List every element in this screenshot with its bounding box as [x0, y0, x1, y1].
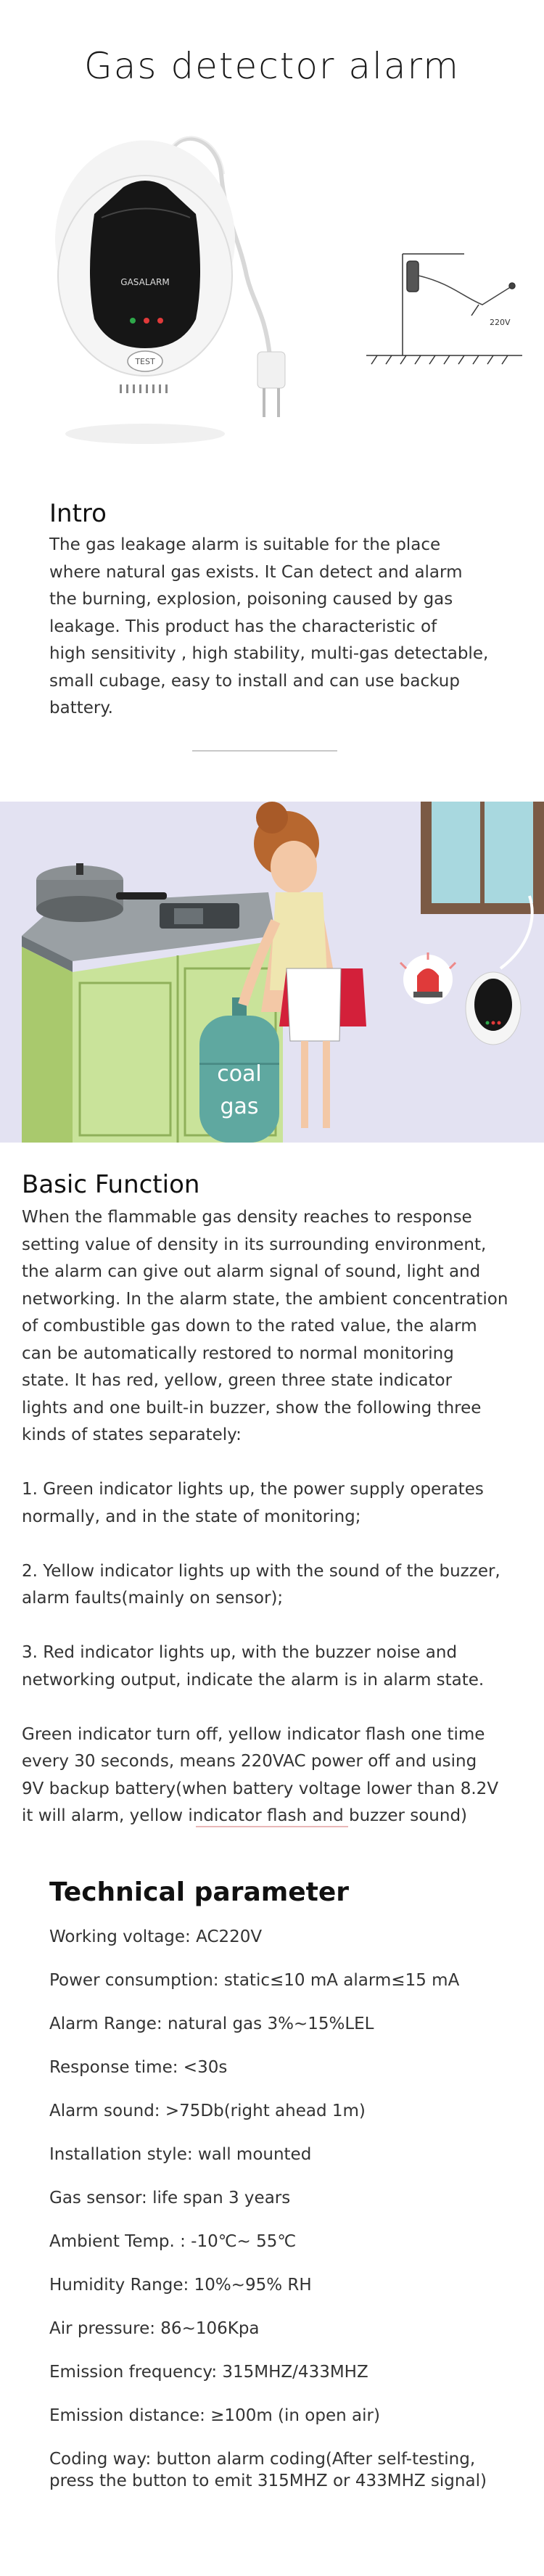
page-title: Gas detector alarm [84, 45, 460, 87]
gas-leak-illustration [0, 802, 544, 1143]
function-line: every 30 seconds, means 220VAC power off and using [22, 1752, 477, 1771]
spec-item: Ambient Temp. : -10℃~ 55℃ [49, 2232, 297, 2251]
spec-item: Working voltage: AC220V [49, 1927, 263, 1946]
function-line: kinds of states separately: [22, 1425, 242, 1444]
function-line: 2. Yellow indicator lights up with the sound of the buzzer, [22, 1561, 500, 1581]
technical-list [49, 1926, 528, 2503]
function-line: of combustible gas down to the rated value, the alarm [22, 1317, 477, 1336]
function-line: Green indicator turn off, yellow indicator flash one time [22, 1724, 485, 1744]
spec-line: press the button to emit 315MHZ or 433MHZ signal) [49, 2472, 487, 2490]
spec-item: Emission distance: ≥100m (in open air) [49, 2406, 380, 2425]
product-hero [0, 131, 544, 450]
function-line: When the flammable gas density reaches to response [22, 1208, 472, 1227]
function-line: lights and one built-in buzzer, show the following three [22, 1398, 482, 1417]
basic-function-heading: Basic Function [22, 1170, 200, 1199]
spec-item: Alarm sound: >75Db(right ahead 1m) [49, 2102, 366, 2120]
test-button-label: TEST [135, 357, 155, 366]
cylinder-label: coal [217, 1061, 262, 1087]
cylinder-label: gas [220, 1094, 259, 1119]
intro-line: The gas leakage alarm is suitable for the place [49, 535, 441, 554]
intro-line: battery. [49, 699, 113, 717]
device-brand: GASALARM [120, 277, 170, 287]
intro-line: high sensitivity , high stability, multi-gas detectable, [49, 644, 489, 663]
function-line: 1. Green indicator lights up, the power supply operates [22, 1480, 484, 1499]
basic-function-text [22, 1204, 529, 1830]
function-line: the alarm can give out alarm signal of sound, light and [22, 1262, 481, 1281]
red-led-icon [157, 318, 163, 324]
intro-text [49, 532, 543, 723]
function-line: can be automatically restored to normal monitoring [22, 1343, 454, 1363]
intro-line: leakage. This product has the characteristic of [49, 617, 437, 636]
spec-item: Power consumption: static≤10 mA alarm≤15 mA [49, 1971, 460, 1990]
function-line: 9V backup battery(when battery voltage lower than 8.2V [22, 1779, 499, 1798]
window-icon [421, 802, 544, 914]
function-line: it will alarm, yellow indicator flash and buzzer sound) [22, 1806, 468, 1825]
function-line: state. It has red, yellow, green three state indicator [22, 1371, 453, 1390]
spec-item: Alarm Range: natural gas 3%~15%LEL [49, 2015, 374, 2033]
intro-divider [192, 750, 337, 752]
red-led-icon [144, 318, 149, 324]
spec-item: Air pressure: 86~106Kpa [49, 2319, 260, 2338]
power-plug-icon [257, 352, 285, 417]
intro-line: the burning, explosion, poisoning caused by gas [49, 590, 453, 609]
spec-item: Response time: <30s [49, 2058, 228, 2077]
function-line: networking. In the alarm state, the ambient concentration [22, 1289, 508, 1309]
function-line: networking output, indicate the alarm is in alarm state. [22, 1670, 485, 1690]
voltage-label: 220V [490, 318, 511, 327]
technical-heading: Technical parameter [49, 1877, 350, 1907]
spec-item: Emission frequency: 315MHZ/433MHZ [49, 2363, 368, 2382]
green-led-icon [130, 318, 136, 324]
intro-heading: Intro [49, 499, 107, 528]
intro-line: small cubage, easy to install and can use backup [49, 671, 460, 691]
spec-item: Gas sensor: life span 3 years [49, 2189, 291, 2207]
spec-line: Coding way: button alarm coding(After self-testing, [49, 2450, 476, 2469]
spec-item: Humidity Range: 10%~95% RH [49, 2276, 312, 2295]
gas-alarm-device-icon [55, 141, 235, 394]
function-line: normally, and in the state of monitoring; [22, 1507, 361, 1526]
installation-diagram [366, 254, 522, 364]
intro-line: where natural gas exists. It Can detect and alarm [49, 562, 463, 582]
function-line: 3. Red indicator lights up, with the buzzer noise and [22, 1643, 458, 1662]
function-line: alarm faults(mainly on sensor); [22, 1589, 284, 1608]
spec-item: Installation style: wall mounted [49, 2145, 312, 2164]
function-divider [196, 1826, 348, 1827]
function-line: setting value of density in its surrounding environment, [22, 1235, 487, 1254]
spec-item [49, 2448, 528, 2503]
